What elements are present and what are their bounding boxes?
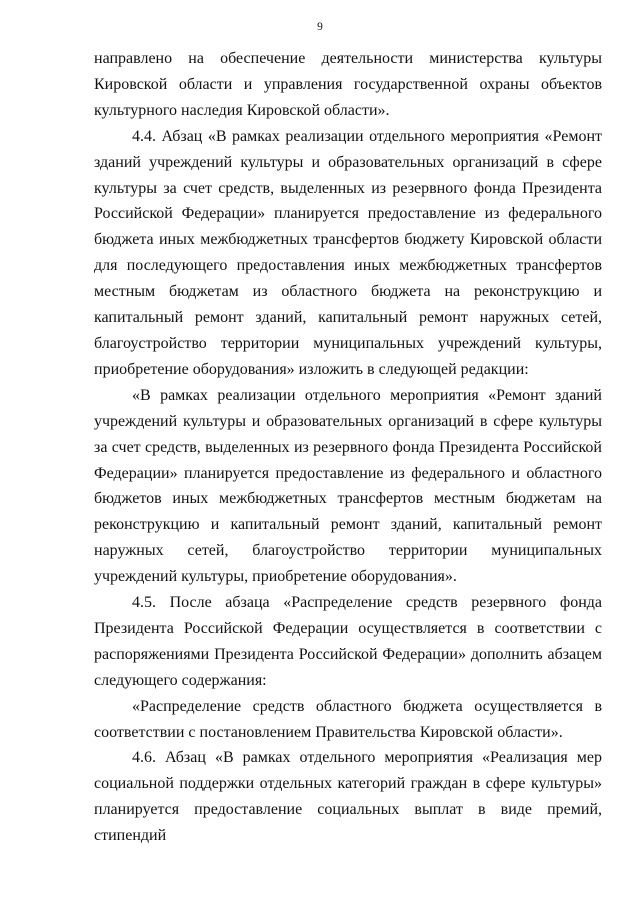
paragraph-4-5-addition: «Распределение средств областного бюджета осуществляется в соответствии с постановлением Правительства Кировской области».: [94, 697, 602, 741]
paragraph-4-5: 4.5. После абзаца «Распределение средств резервного фонда Президента Российской Федерации осуществляется в соответствии с распоряжениями Президента Российской Федерации» дополнить абзацем следующего содержания:: [94, 594, 602, 689]
paragraph-continuation: направлено на обеспечение деятельности министерства культуры Кировской области и управления государственной охраны объектов культурного наследия Кировской области».: [94, 50, 602, 119]
paragraph-4-4-new-wording: «В рамках реализации отдельного мероприятия «Ремонт зданий учреждений культуры и образовательных организаций в сфере культуры за счет средств, выделенных из резервного фонда Президента Российской Федерации» планируется предоставление из федерального и областного бюджетов иных межбюджетных трансфертов местным бюджетам на реконструкцию и капитальный ремонт зданий, капитальный ремонт наружных сетей, благоустройство территории муниципальных учреждений культуры, приобретение оборудования».: [94, 386, 602, 586]
paragraph-4-6: 4.6. Абзац «В рамках отдельного мероприятия «Реализация мер социальной поддержки отдельных категорий граждан в сфере культуры» планируется предоставление социальных выплат в виде премий, стипендий: [94, 749, 602, 845]
page-number: 9: [317, 21, 323, 33]
document-body: [94, 46, 602, 849]
paragraph-4-4: 4.4. Абзац «В рамках реализации отдельного мероприятия «Ремонт зданий учреждений культуры и образовательных организаций в сфере культуры за счет средств, выделенных из резервного фонда Президента Российской Федерации» планируется предоставление из федерального бюджета иных межбюджетных трансфертов бюджету Кировской области для последующего предоставления иных межбюджетных трансфертов местным бюджетам из областного бюджета на реконструкцию и капитальный ремонт зданий, капитальный ремонт наружных сетей, благоустройство территории муниципальных учреждений культуры, приобретение оборудования» изложить в следующей редакции:: [94, 127, 602, 378]
